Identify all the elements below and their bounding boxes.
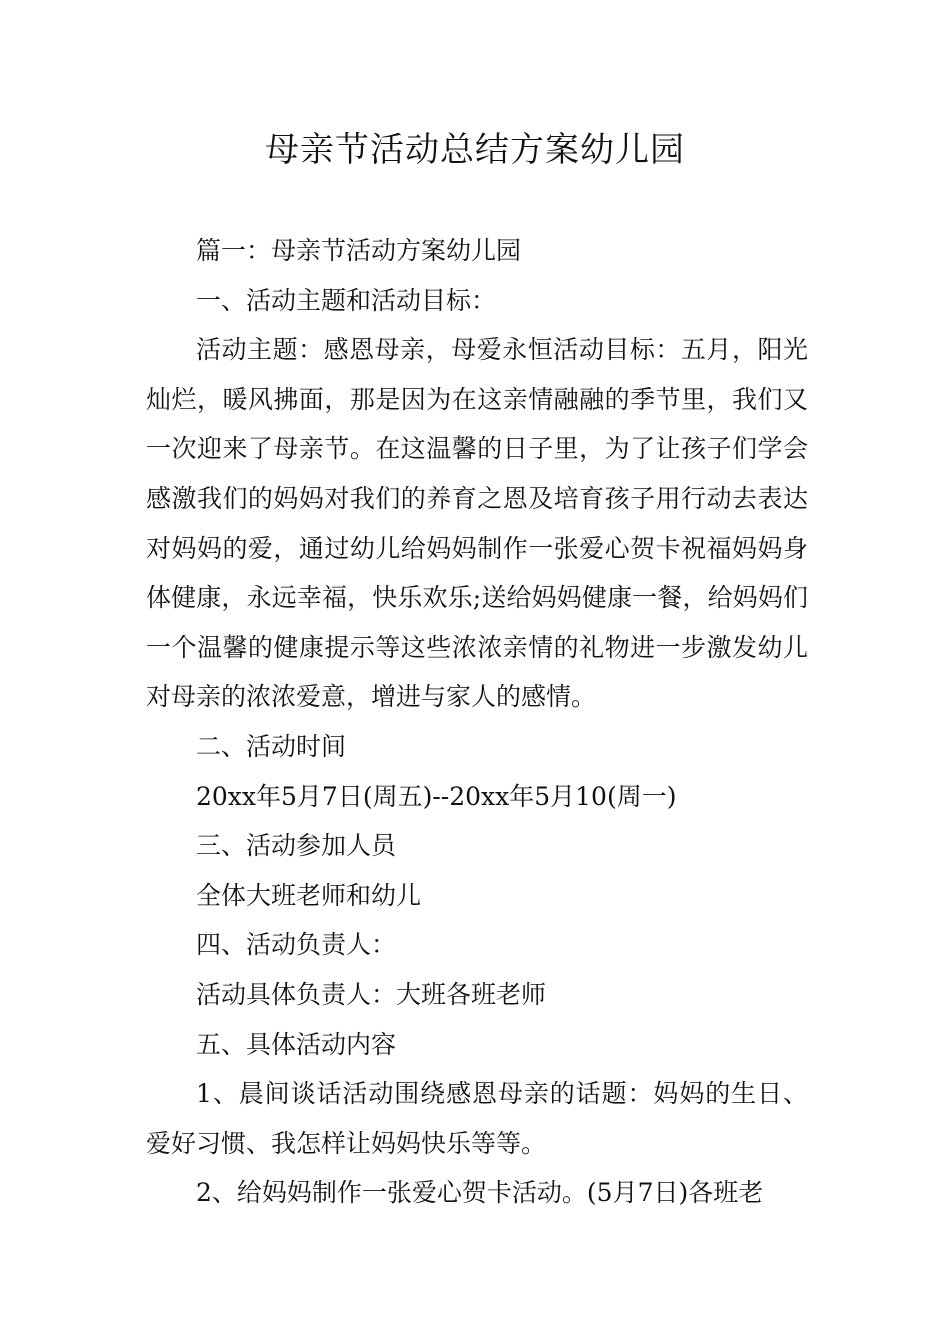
- paragraph-content-item-2: 2、给妈妈制作一张爱心贺卡活动。(5月7日)各班老: [196, 1178, 764, 1208]
- paragraph-theme-body: 活动主题：感恩母亲，母爱永恒活动目标：五月，阳光灿烂，暖风拂面，那是因为在这亲情融融的季节里，我们又一次迎来了母亲节。在这温馨的日子里，为了让孩子们学会感激我们的妈妈对我们的养育之恩及培育孩子用行动去表达对妈妈的爱，通过幼儿给妈妈制作一张爱心贺卡祝福妈妈身体健康，永远幸福，快乐欢乐;送给妈妈健康一餐，给妈妈们一个温馨的健康提示等这些浓浓亲情的礼物进一步激发幼儿对母亲的浓浓爱意，增进与家人的感情。: [146, 335, 808, 712]
- paragraph-time-heading: 二、活动时间: [196, 731, 347, 761]
- paragraph-owner-heading: 四、活动负责人：: [196, 930, 397, 960]
- document-title: 母亲节活动总结方案幼儿园: [265, 130, 685, 170]
- paragraph-owner-value: 活动具体负责人：大班各班老师: [196, 979, 547, 1009]
- paragraph-content-item-1: 1、晨间谈话活动围绕感恩母亲的话题：妈妈的生日、爱好习惯、我怎样让妈妈快乐等等。: [146, 1079, 808, 1158]
- paragraph-time-value: 20xx年5月7日(周五)--20xx年5月10(周一): [196, 781, 677, 811]
- paragraph-participants-heading: 三、活动参加人员: [196, 831, 397, 861]
- paragraph-participants-value: 全体大班老师和幼儿: [196, 880, 422, 910]
- paragraph-theme-heading: 一、活动主题和活动目标：: [196, 285, 497, 315]
- paragraph-content-heading: 五、具体活动内容: [196, 1029, 397, 1059]
- document-body: [146, 226, 808, 1218]
- paragraph-section-heading: 篇一：母亲节活动方案幼儿园: [196, 236, 522, 265]
